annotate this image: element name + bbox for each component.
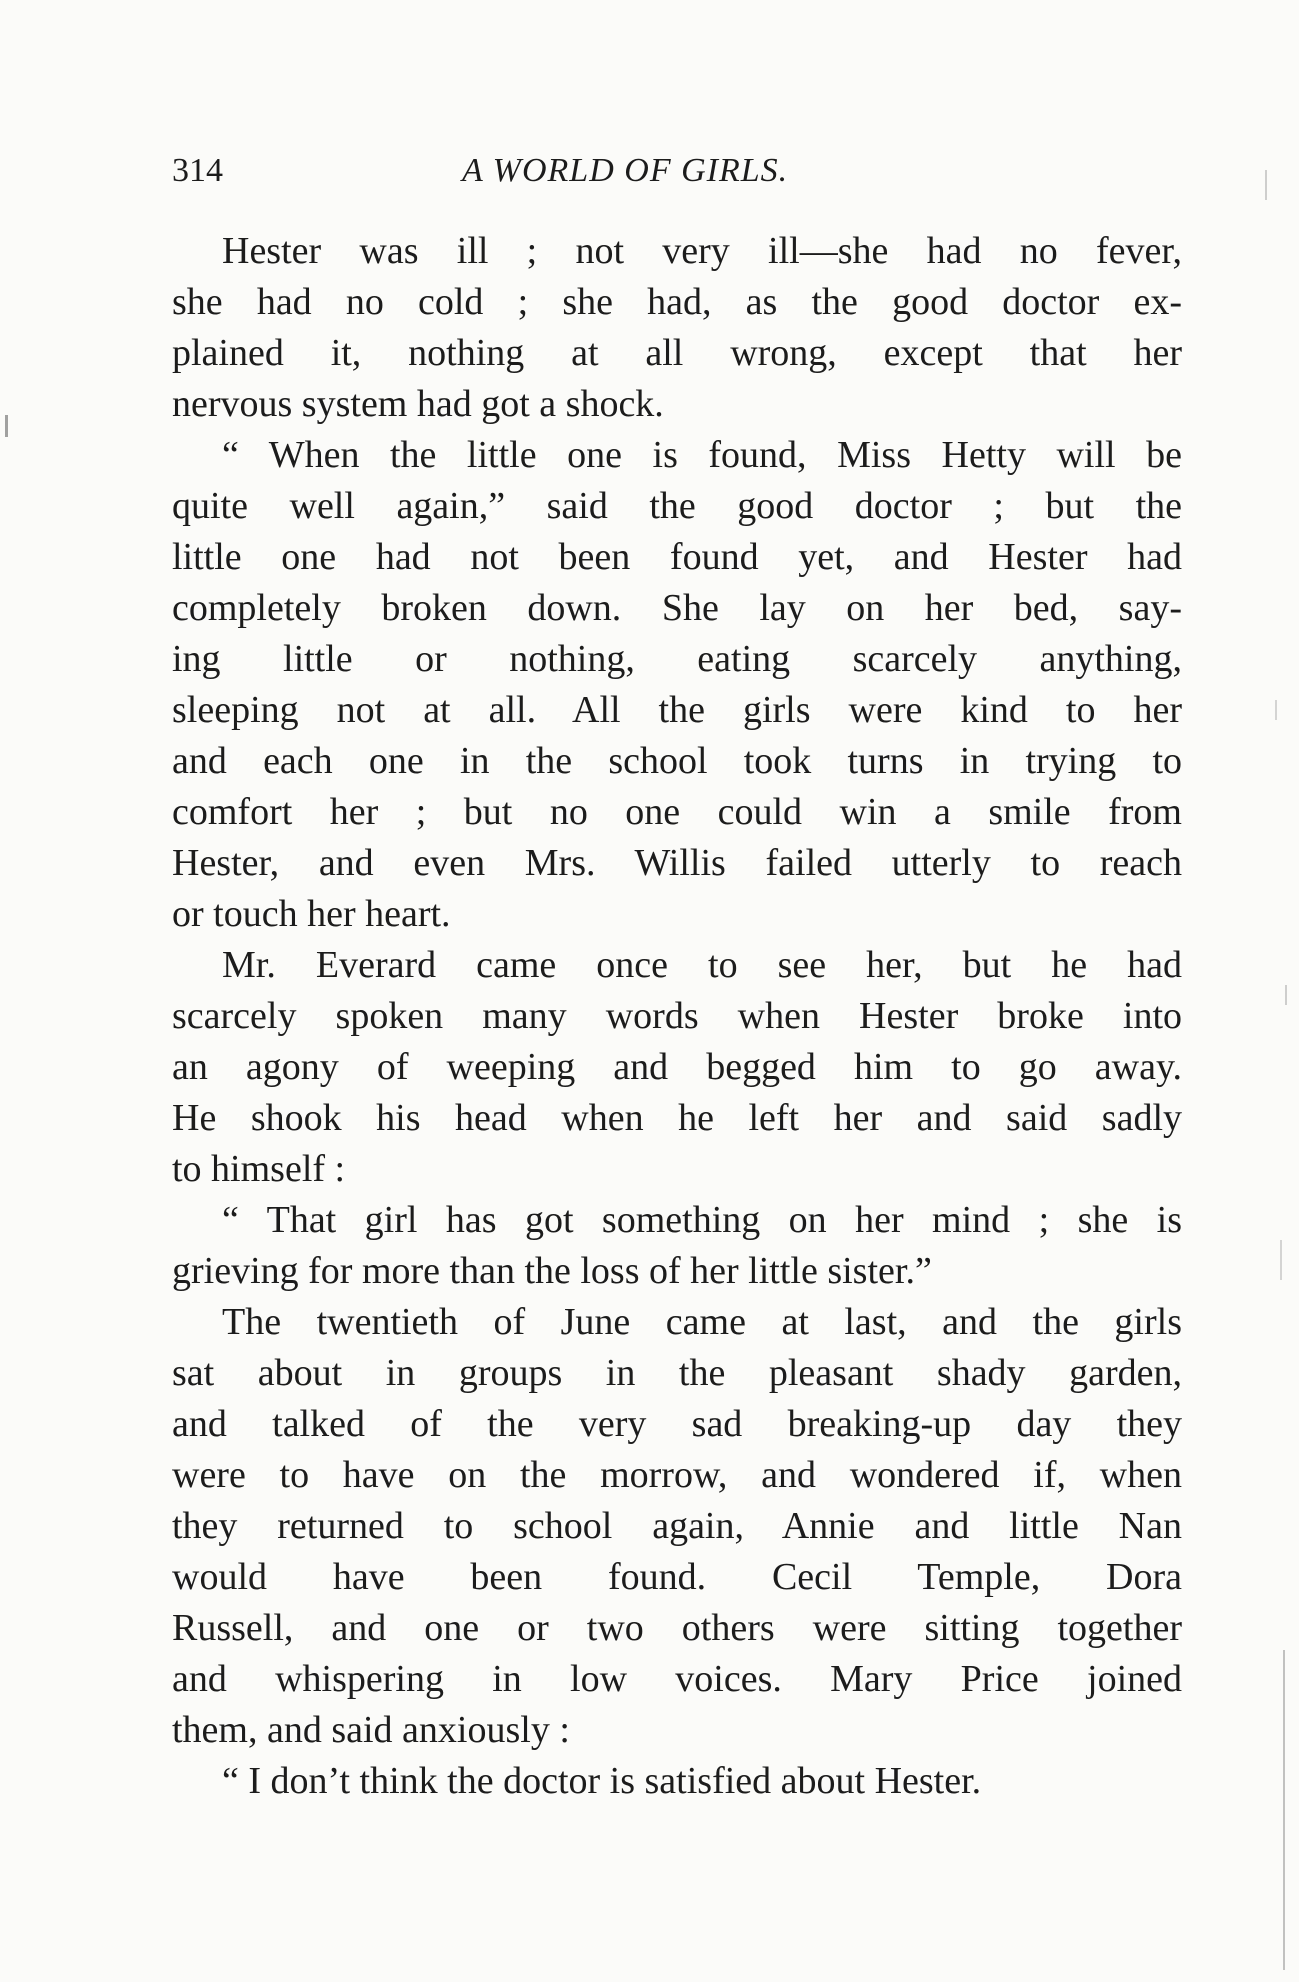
body-text	[172, 226, 1182, 1807]
text-line: “ That girl has got something on her mind ; she is	[222, 1199, 1182, 1241]
text-line: Mr. Everard came once to see her, but he had	[222, 944, 1182, 986]
text-line: and each one in the school took turns in trying to	[172, 740, 1182, 782]
text-line: little one had not been found yet, and Hester had	[172, 536, 1182, 578]
scan-mark	[5, 415, 8, 437]
text-line: or touch her heart.	[172, 893, 451, 935]
text-line: He shook his head when he left her and said sadly	[172, 1097, 1182, 1139]
text-line: them, and said anxiously :	[172, 1709, 570, 1751]
running-head	[172, 146, 1182, 196]
scan-mark	[1285, 985, 1287, 1005]
text-line: and talked of the very sad breaking-up day they	[172, 1403, 1182, 1445]
text-line: and whispering in low voices. Mary Price joined	[172, 1658, 1182, 1700]
scan-mark	[1275, 700, 1277, 720]
text-line: were to have on the morrow, and wondered if, when	[172, 1454, 1182, 1496]
text-line: she had no cold ; she had, as the good doctor ex-	[172, 281, 1182, 323]
text-line: nervous system had got a shock.	[172, 383, 664, 425]
text-line: sat about in groups in the pleasant shady garden,	[172, 1352, 1182, 1394]
scan-mark	[1280, 1240, 1282, 1280]
page-number: 314	[172, 152, 223, 189]
text-line: ing little or nothing, eating scarcely anything,	[172, 638, 1182, 680]
text-line: to himself :	[172, 1148, 346, 1190]
book-title: A WORLD OF GIRLS.	[462, 152, 789, 189]
text-line: sleeping not at all. All the girls were kind to her	[172, 689, 1182, 731]
text-line: would have been found. Cecil Temple, Dora	[172, 1556, 1182, 1598]
text-line: scarcely spoken many words when Hester broke into	[172, 995, 1182, 1037]
text-line: “ When the little one is found, Miss Hetty will be	[222, 434, 1182, 476]
text-line: comfort her ; but no one could win a smile from	[172, 791, 1182, 833]
text-line: Hester, and even Mrs. Willis failed utterly to reach	[172, 842, 1182, 884]
scan-mark	[1265, 170, 1267, 200]
text-line: plained it, nothing at all wrong, except that her	[172, 332, 1182, 374]
text-line: “ I don’t think the doctor is satisfied about Hester.	[222, 1760, 982, 1802]
text-line: quite well again,” said the good doctor ; but the	[172, 485, 1182, 527]
text-line: Hester was ill ; not very ill—she had no fever,	[222, 230, 1182, 272]
text-line: The twentieth of June came at last, and the girls	[222, 1301, 1182, 1343]
text-line: they returned to school again, Annie and little Nan	[172, 1505, 1182, 1547]
scan-mark	[1283, 1650, 1285, 1970]
text-line: completely broken down. She lay on her bed, say-	[172, 587, 1182, 629]
text-line: an agony of weeping and begged him to go away.	[172, 1046, 1182, 1088]
text-line: Russell, and one or two others were sitting together	[172, 1607, 1182, 1649]
text-line: grieving for more than the loss of her little sister.”	[172, 1250, 932, 1292]
